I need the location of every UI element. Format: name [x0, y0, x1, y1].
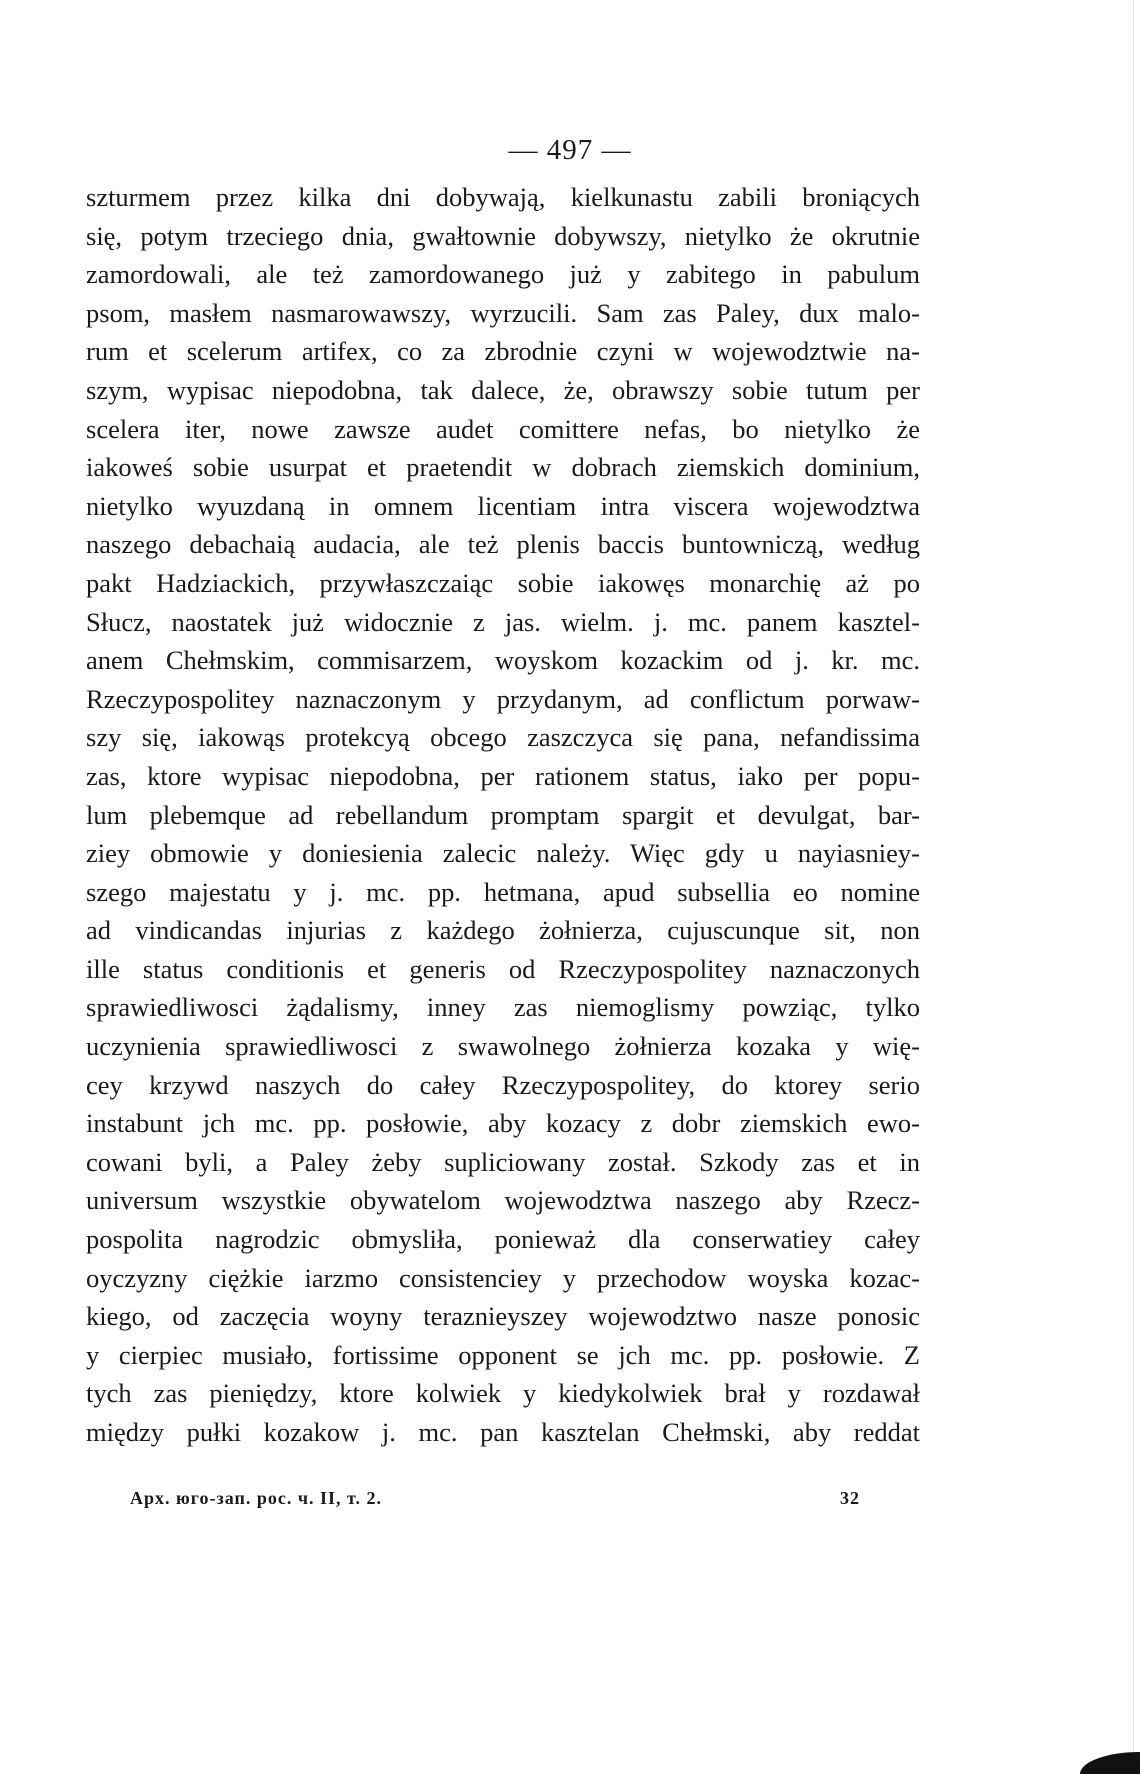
scan-corner-shadow: [1080, 1752, 1140, 1774]
sheet-number: 32: [840, 1488, 860, 1508]
footer-signature: Арх. юго-зап. рос. ч. II, т. 2.: [130, 1488, 383, 1508]
text-line: Słucz, naostatek już widocznie z jas. wielm. j. mc. panem kasztel-: [86, 606, 920, 637]
text-line: zas, ktore wypisac niepodobna, per rationem status, iako per popu-: [86, 760, 920, 791]
text-line: ille status conditionis et generis od Rzeczypospolitey naznaczonych: [86, 953, 920, 984]
text-line: pakt Hadziackich, przywłaszczaiąc sobie iakowęs monarchię aż po: [86, 567, 920, 598]
text-line: lum plebemque ad rebellandum promptam spargit et devulgat, bar-: [86, 799, 920, 830]
page-edge-shadow: [1133, 0, 1134, 1774]
text-line: zamordowali, ale też zamordowanego już y zabitego in pabulum: [86, 259, 920, 290]
text-line: naszego debachaią audacia, ale też plenis baccis buntowniczą, według: [86, 529, 920, 560]
text-line: kiego, od zaczęcia woyny teraznieyszey wojewodztwo nasze ponosic: [86, 1301, 920, 1332]
text-line: anem Chełmskim, commisarzem, woyskom kozackim od j. kr. mc.: [86, 645, 920, 676]
text-line: szturmem przez kilka dni dobywają, kielkunastu zabili broniących: [86, 182, 920, 212]
text-line: scelera iter, nowe zawsze audet comittere nefas, bo nietylko że: [86, 413, 920, 444]
text-line: szy się, iakowąs protekcyą obcego zaszczyca się pana, nefandissima: [86, 722, 920, 753]
text-line: szym, wypisac niepodobna, tak dalece, że, obrawszy sobie tutum per: [86, 374, 920, 405]
text-line: sprawiedliwosci żądalismy, inney zas niemoglismy powziąc, tylko: [86, 992, 920, 1023]
text-line: instabunt jch mc. pp. posłowie, aby kozacy z dobr ziemskich ewo-: [86, 1108, 920, 1139]
text-line: Rzeczypospolitey naznaczonym y przydanym, ad conflictum porwaw-: [86, 683, 920, 714]
text-line: ziey obmowie y doniesienia zalecic należy. Więc gdy u nayiasniey-: [86, 838, 920, 869]
text-line: psom, masłem nasmarowawszy, wyrzucili. Sam zas Paley, dux malo-: [86, 297, 920, 328]
text-line: rum et scelerum artifex, co za zbrodnie czyni w wojewodztwie na-: [86, 336, 920, 367]
text-line: pospolita nagrodzic obmysliła, ponieważ dla conserwatiey całey: [86, 1224, 920, 1255]
text-line: cowani byli, a Paley żeby supliciowany został. Szkody zas et in: [86, 1146, 920, 1177]
text-line: szego majestatu y j. mc. pp. hetmana, apud subsellia eo nomine: [86, 876, 920, 907]
text-line: universum wszystkie obywatelom wojewodztwa naszego aby Rzecz-: [86, 1185, 920, 1216]
text-line: iakoweś sobie usurpat et praetendit w dobrach ziemskich dominium,: [86, 452, 920, 483]
text-line: między pułki kozakow j. mc. pan kasztelan Chełmski, aby reddat: [86, 1417, 920, 1447]
text-line: cey krzywd naszych do całey Rzeczypospolitey, do ktorey serio: [86, 1069, 920, 1100]
text-line: ad vindicandas injurias z każdego żołnierza, cujuscunque sit, non: [86, 915, 920, 946]
text-line: y cierpiec musiało, fortissime opponent se jch mc. pp. posłowie. Z: [86, 1339, 920, 1370]
page-number: — 497 —: [508, 134, 632, 166]
text-line: się, potym trzeciego dnia, gwałtownie dobywszy, nietylko że okrutnie: [86, 220, 920, 251]
text-line: tych zas pieniędzy, ktore kolwiek y kiedykolwiek brał y rozdawał: [86, 1378, 920, 1409]
body-text: [86, 178, 920, 1452]
page-footer: [130, 1488, 860, 1518]
text-line: oyczyzny ciężkie iarzmo consistenciey y przechodow woyska kozac-: [86, 1262, 920, 1293]
text-line: nietylko wyuzdaną in omnem licentiam intra viscera wojewodztwa: [86, 490, 920, 521]
text-line: uczynienia sprawiedliwosci z swawolnego żołnierza kozaka y wię-: [86, 1031, 920, 1062]
